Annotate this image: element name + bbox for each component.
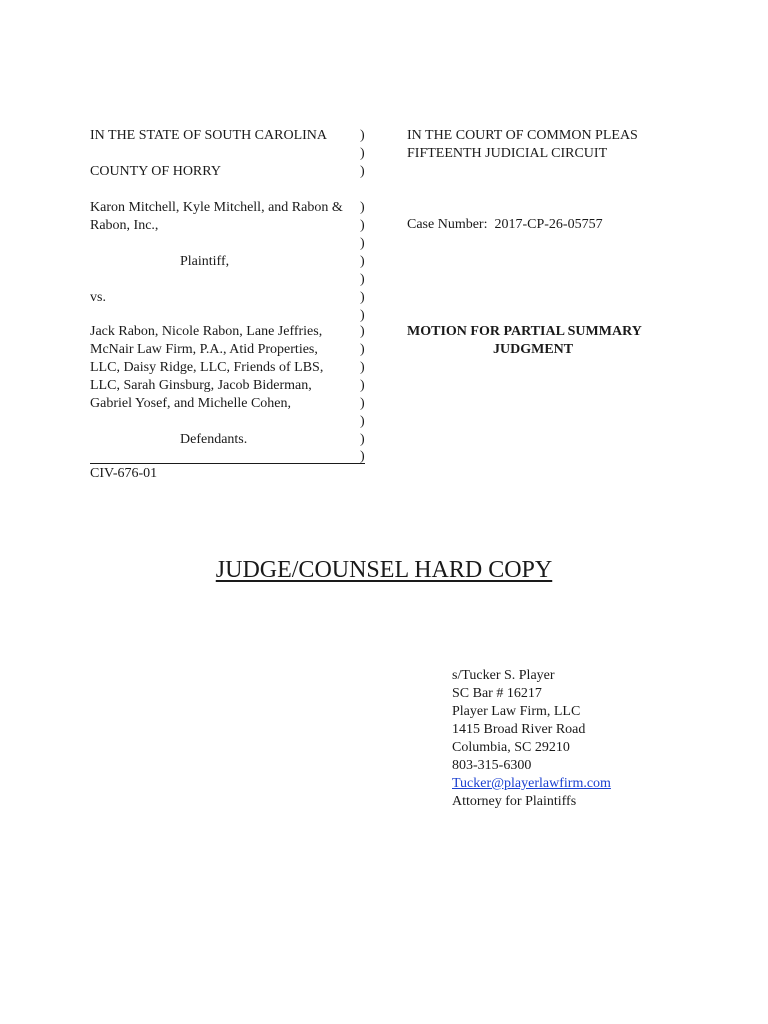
case-number-value: 2017-CP-26-05757 bbox=[494, 217, 603, 232]
address-city: Columbia, SC 29210 bbox=[452, 740, 570, 755]
paren: ) bbox=[360, 200, 365, 215]
caption-underline bbox=[90, 463, 365, 464]
bar-number: SC Bar # 16217 bbox=[452, 686, 542, 701]
court-name-line-1: IN THE COURT OF COMMON PLEAS bbox=[407, 128, 638, 143]
paren: ) bbox=[360, 432, 365, 447]
motion-title-line-1: MOTION FOR PARTIAL SUMMARY bbox=[407, 324, 642, 339]
signature-block bbox=[452, 667, 611, 811]
versus-label: vs. bbox=[90, 290, 106, 305]
firm-name: Player Law Firm, LLC bbox=[452, 704, 581, 719]
paren: ) bbox=[360, 254, 365, 269]
paren: ) bbox=[360, 414, 365, 429]
court-name-line-2: FIFTEENTH JUDICIAL CIRCUIT bbox=[407, 146, 608, 161]
paren: ) bbox=[360, 324, 365, 339]
paren: ) bbox=[360, 218, 365, 233]
paren: ) bbox=[360, 449, 365, 464]
paren: ) bbox=[360, 272, 365, 287]
case-number-label: Case Number: bbox=[407, 217, 488, 232]
defendants-line-3: LLC, Daisy Ridge, LLC, Friends of LBS, bbox=[90, 360, 324, 375]
plaintiffs-line-2: Rabon, Inc., bbox=[90, 218, 159, 233]
paren: ) bbox=[360, 360, 365, 375]
defendants-line-1: Jack Rabon, Nicole Rabon, Lane Jeffries, bbox=[90, 324, 323, 339]
paren: ) bbox=[360, 290, 365, 305]
phone-number: 803-315-6300 bbox=[452, 758, 532, 773]
paren: ) bbox=[360, 236, 365, 251]
defendants-line-5: Gabriel Yosef, and Michelle Cohen, bbox=[90, 396, 292, 411]
paren: ) bbox=[360, 342, 365, 357]
plaintiffs-line-1: Karon Mitchell, Kyle Mitchell, and Rabon & bbox=[90, 200, 343, 215]
address-street: 1415 Broad River Road bbox=[452, 722, 586, 737]
paren: ) bbox=[360, 164, 365, 179]
paren: ) bbox=[360, 396, 365, 411]
defendants-line-4: LLC, Sarah Ginsburg, Jacob Biderman, bbox=[90, 378, 312, 393]
defendants-line-2: McNair Law Firm, P.A., Atid Properties, bbox=[90, 342, 318, 357]
paren: ) bbox=[360, 128, 365, 143]
signature-name: s/Tucker S. Player bbox=[452, 668, 555, 683]
civ-number: CIV-676-01 bbox=[90, 466, 158, 481]
plaintiff-role: Plaintiff, bbox=[180, 254, 230, 269]
paren: ) bbox=[360, 308, 365, 323]
attorney-role: Attorney for Plaintiffs bbox=[452, 794, 577, 809]
county-line: COUNTY OF HORRY bbox=[90, 164, 221, 179]
defendant-role: Defendants. bbox=[180, 432, 248, 447]
state-line: IN THE STATE OF SOUTH CAROLINA bbox=[90, 128, 328, 143]
paren: ) bbox=[360, 378, 365, 393]
page-heading bbox=[0, 555, 768, 585]
email-link[interactable]: Tucker@playerlawfirm.com bbox=[452, 776, 611, 791]
paren: ) bbox=[360, 146, 365, 161]
page-heading-text: JUDGE/COUNSEL HARD COPY bbox=[215, 557, 553, 583]
motion-title-line-2: JUDGMENT bbox=[493, 342, 574, 357]
case-number-row bbox=[407, 216, 603, 234]
